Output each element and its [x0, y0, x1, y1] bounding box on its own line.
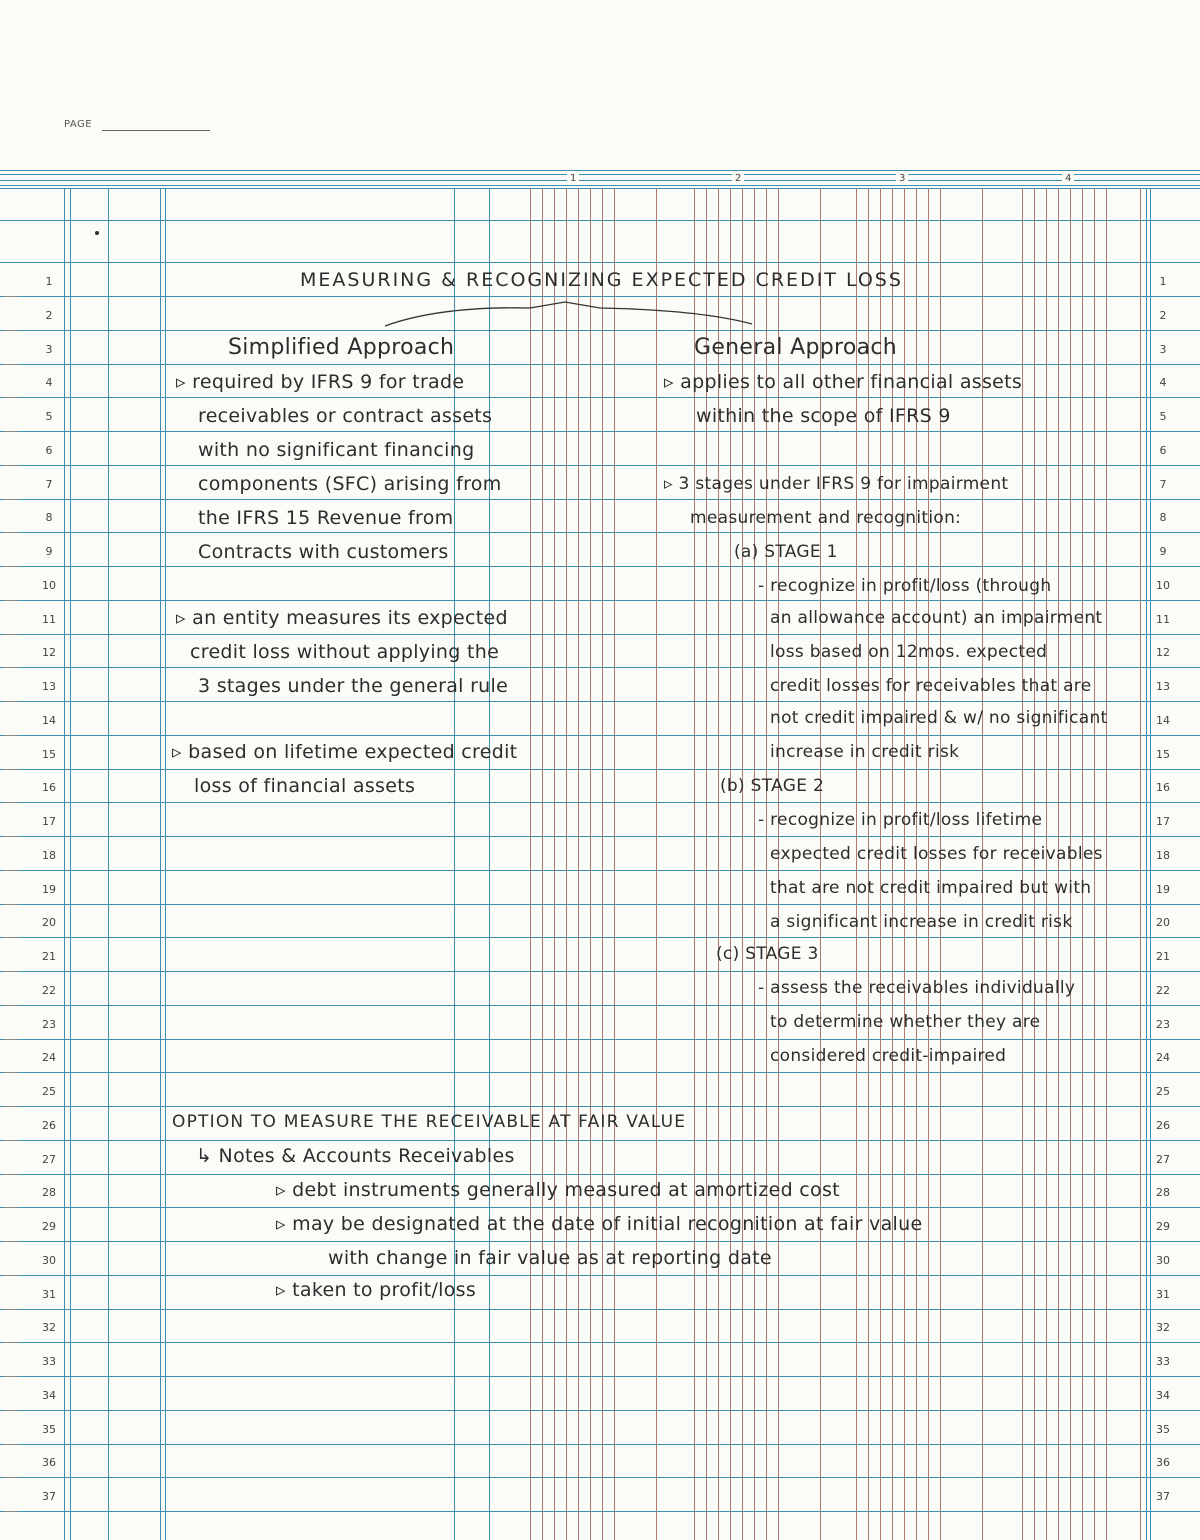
- row-number: 28: [42, 1186, 56, 1199]
- row-number: 35: [42, 1423, 56, 1436]
- ledger-rule: [0, 1241, 1200, 1242]
- row-number: 34: [1156, 1389, 1170, 1402]
- ledger-column-rule: [530, 188, 531, 1540]
- ledger-rule: [0, 937, 1200, 938]
- row-number: 31: [1156, 1288, 1170, 1301]
- simplified-line: Contracts with customers: [198, 541, 449, 563]
- margin-tick: [4, 1005, 18, 1006]
- row-number: 1: [45, 275, 53, 288]
- general-line: ▹ applies to all other financial assets: [664, 371, 1023, 393]
- ledger-rule: [0, 499, 1200, 500]
- margin-tick: [4, 769, 18, 770]
- row-number: 6: [1159, 444, 1167, 457]
- general-line: within the scope of IFRS 9: [696, 405, 951, 427]
- ledger-column-rule: [70, 188, 71, 1540]
- fair-value-line: ↳ Notes & Accounts Receivables: [196, 1145, 515, 1167]
- ledger-rule: [0, 836, 1200, 837]
- simplified-line: the IFRS 15 Revenue from: [198, 507, 454, 529]
- margin-tick: [4, 904, 18, 905]
- margin-tick: [4, 634, 18, 635]
- ledger-column-rule: [554, 188, 555, 1540]
- row-number: 4: [45, 376, 53, 389]
- simplified-line: loss of financial assets: [194, 775, 416, 797]
- ledger-rule: [0, 701, 1200, 702]
- ledger-rule: [0, 1207, 1200, 1208]
- general-line: a significant increase in credit risk: [770, 912, 1073, 932]
- margin-tick: [4, 364, 18, 365]
- ledger-rule: [0, 870, 1200, 871]
- simplified-heading: Simplified Approach: [228, 335, 455, 360]
- row-number: 11: [42, 613, 56, 626]
- general-line: ▹ 3 stages under IFRS 9 for impairment: [664, 474, 1009, 494]
- stage-3-label: (c) STAGE 3: [716, 944, 819, 964]
- ledger-rule: [0, 188, 1200, 189]
- ledger-rule: [0, 1106, 1200, 1107]
- ledger-column-rule: [614, 188, 615, 1540]
- row-number: 21: [1156, 950, 1170, 963]
- margin-tick: [4, 1039, 18, 1040]
- ledger-column-rule: [1140, 188, 1141, 1540]
- row-number: 3: [1159, 343, 1167, 356]
- ledger-rule: [0, 465, 1200, 466]
- row-number: 18: [42, 849, 56, 862]
- row-number: 5: [1159, 410, 1167, 423]
- margin-tick: [4, 802, 18, 803]
- margin-tick: [4, 1342, 18, 1343]
- row-number: 24: [42, 1051, 56, 1064]
- row-number: 36: [1156, 1456, 1170, 1469]
- ledger-rule: [0, 1005, 1200, 1006]
- general-line: that are not credit impaired but with: [770, 878, 1092, 898]
- row-number: 14: [1156, 714, 1170, 727]
- margin-tick: [4, 397, 18, 398]
- ledger-rule: [0, 431, 1200, 432]
- general-line: loss based on 12mos. expected: [770, 642, 1048, 662]
- ledger-rule: [0, 296, 1200, 297]
- row-number: 7: [45, 478, 53, 491]
- ledger-column-rule: [590, 188, 591, 1540]
- margin-tick: [4, 1207, 18, 1208]
- ledger-rule: [0, 802, 1200, 803]
- ledger-rule: [0, 1309, 1200, 1310]
- row-number: 8: [1159, 511, 1167, 524]
- general-line: not credit impaired & w/ no significant: [770, 708, 1108, 728]
- simplified-line: components (SFC) arising from: [198, 473, 502, 495]
- ledger-rule: [0, 1342, 1200, 1343]
- row-number: 3: [45, 343, 53, 356]
- page-title: MEASURING & RECOGNIZING EXPECTED CREDIT LOSS: [300, 269, 903, 291]
- margin-tick: [4, 1410, 18, 1411]
- general-line: - recognize in profit/loss (through: [758, 576, 1052, 596]
- row-number: 22: [42, 984, 56, 997]
- row-number: 5: [45, 410, 53, 423]
- margin-tick: [4, 1275, 18, 1276]
- margin-tick: [4, 937, 18, 938]
- margin-tick: [4, 1444, 18, 1445]
- ledger-rule: [0, 330, 1200, 331]
- margin-tick: [4, 1241, 18, 1242]
- margin-tick: [4, 499, 18, 500]
- row-number: 18: [1156, 849, 1170, 862]
- stage-2-label: (b) STAGE 2: [720, 776, 825, 796]
- row-number: 37: [1156, 1490, 1170, 1503]
- simplified-line: 3 stages under the general rule: [198, 675, 509, 697]
- simplified-line: ▹ an entity measures its expected: [176, 607, 508, 629]
- margin-tick: [4, 1511, 18, 1512]
- margin-tick: [4, 1140, 18, 1141]
- row-number: 16: [42, 781, 56, 794]
- pen-dot: [95, 231, 99, 235]
- ledger-rule: [0, 1140, 1200, 1141]
- row-number: 37: [42, 1490, 56, 1503]
- row-number: 12: [42, 646, 56, 659]
- row-number: 13: [1156, 680, 1170, 693]
- row-number: 24: [1156, 1051, 1170, 1064]
- row-number: 14: [42, 714, 56, 727]
- ledger-column-rule: [566, 188, 567, 1540]
- margin-tick: [4, 735, 18, 736]
- row-number: 23: [42, 1018, 56, 1031]
- row-number: 16: [1156, 781, 1170, 794]
- row-number: 30: [42, 1254, 56, 1267]
- row-number: 29: [1156, 1220, 1170, 1233]
- row-number: 15: [1156, 748, 1170, 761]
- row-number: 32: [42, 1321, 56, 1334]
- general-line: to determine whether they are: [770, 1012, 1041, 1032]
- margin-tick: [4, 431, 18, 432]
- simplified-line: credit loss without applying the: [190, 641, 500, 663]
- ledger-column-rule: [656, 188, 657, 1540]
- row-number: 8: [45, 511, 53, 524]
- simplified-line: ▹ required by IFRS 9 for trade: [176, 371, 465, 393]
- header-rule: [0, 185, 1200, 186]
- margin-tick: [4, 971, 18, 972]
- ledger-column-rule: [489, 188, 490, 1540]
- margin-tick: [4, 667, 18, 668]
- row-number: 10: [1156, 579, 1170, 592]
- row-number: 9: [1159, 545, 1167, 558]
- ledger-rule: [0, 1444, 1200, 1445]
- margin-tick: [4, 1477, 18, 1478]
- ledger-rule: [0, 364, 1200, 365]
- ledger-rule: [0, 397, 1200, 398]
- ledger-rule: [0, 1376, 1200, 1377]
- row-number: 6: [45, 444, 53, 457]
- margin-tick: [4, 465, 18, 466]
- simplified-line: receivables or contract assets: [198, 405, 493, 427]
- stage-1-label: (a) STAGE 1: [734, 542, 838, 562]
- general-line: - recognize in profit/loss lifetime: [758, 810, 1043, 830]
- general-line: credit losses for receivables that are: [770, 676, 1092, 696]
- margin-tick: [4, 600, 18, 601]
- row-number: 30: [1156, 1254, 1170, 1267]
- row-number: 12: [1156, 646, 1170, 659]
- column-number: 2: [732, 173, 744, 184]
- ledger-rule: [0, 532, 1200, 533]
- row-number: 15: [42, 748, 56, 761]
- margin-tick: [4, 566, 18, 567]
- ledger-rule: [0, 600, 1200, 601]
- ledger-rule: [0, 904, 1200, 905]
- ledger-column-rule: [1146, 188, 1147, 1540]
- row-number: 36: [42, 1456, 56, 1469]
- row-number: 10: [42, 579, 56, 592]
- ledger-rule: [0, 1511, 1200, 1512]
- simplified-line: ▹ based on lifetime expected credit: [172, 741, 518, 763]
- ledger-rule: [0, 634, 1200, 635]
- fair-value-line: ▹ may be designated at the date of initial recognition at fair value: [276, 1213, 923, 1235]
- ledger-column-rule: [1106, 188, 1107, 1540]
- row-number: 22: [1156, 984, 1170, 997]
- fair-value-line: ▹ debt instruments generally measured at amortized cost: [276, 1179, 840, 1201]
- margin-tick: [4, 1106, 18, 1107]
- row-number: 2: [45, 309, 53, 322]
- margin-tick: [4, 1072, 18, 1073]
- column-number: 4: [1062, 173, 1074, 184]
- margin-tick: [4, 1174, 18, 1175]
- ledger-rule: [0, 1410, 1200, 1411]
- general-line: an allowance account) an impairment: [770, 608, 1103, 628]
- simplified-line: with no significant financing: [198, 439, 475, 461]
- general-line: measurement and recognition:: [690, 508, 962, 528]
- row-number: 23: [1156, 1018, 1170, 1031]
- margin-tick: [4, 870, 18, 871]
- ledger-column-rule: [108, 188, 109, 1540]
- general-heading: General Approach: [694, 335, 898, 360]
- row-number: 21: [42, 950, 56, 963]
- fair-value-heading: OPTION TO MEASURE THE RECEIVABLE AT FAIR VALUE: [172, 1112, 687, 1132]
- row-number: 31: [42, 1288, 56, 1301]
- brace-drawing: [380, 298, 760, 328]
- fair-value-line: ▹ taken to profit/loss: [276, 1279, 477, 1301]
- header-rule: [0, 170, 1200, 171]
- general-line: increase in credit risk: [770, 742, 960, 762]
- column-number: 3: [896, 173, 908, 184]
- general-line: - assess the receivables individually: [758, 978, 1076, 998]
- row-number: 17: [1156, 815, 1170, 828]
- ledger-rule: [0, 735, 1200, 736]
- row-number: 28: [1156, 1186, 1170, 1199]
- row-number: 25: [1156, 1085, 1170, 1098]
- row-number: 2: [1159, 309, 1167, 322]
- row-number: 33: [1156, 1355, 1170, 1368]
- margin-tick: [4, 330, 18, 331]
- ledger-column-rule: [542, 188, 543, 1540]
- row-number: 26: [1156, 1119, 1170, 1132]
- page-number-blank: [102, 130, 210, 131]
- row-number: 29: [42, 1220, 56, 1233]
- fair-value-line: with change in fair value as at reporting date: [328, 1247, 772, 1269]
- row-number: 17: [42, 815, 56, 828]
- ledger-rule: [0, 667, 1200, 668]
- row-number: 20: [1156, 916, 1170, 929]
- margin-tick: [4, 1309, 18, 1310]
- row-number: 1: [1159, 275, 1167, 288]
- row-number: 27: [42, 1153, 56, 1166]
- ledger-rule: [0, 1477, 1200, 1478]
- row-number: 13: [42, 680, 56, 693]
- margin-tick: [4, 532, 18, 533]
- ledger-rule: [0, 1275, 1200, 1276]
- margin-tick: [4, 701, 18, 702]
- general-line: expected credit losses for receivables: [770, 844, 1103, 864]
- ledger-rule: [0, 220, 1200, 221]
- row-number: 35: [1156, 1423, 1170, 1436]
- row-number: 7: [1159, 478, 1167, 491]
- header-rule: [0, 180, 1200, 181]
- ledger-column-rule: [1150, 188, 1151, 1540]
- ledger-rule: [0, 1039, 1200, 1040]
- ledger-column-rule: [160, 188, 161, 1540]
- row-number: 34: [42, 1389, 56, 1402]
- row-number: 32: [1156, 1321, 1170, 1334]
- ledger-rule: [0, 769, 1200, 770]
- general-line: considered credit-impaired: [770, 1046, 1007, 1066]
- page-label: PAGE: [64, 119, 93, 130]
- margin-tick: [4, 1376, 18, 1377]
- ledger-column-rule: [602, 188, 603, 1540]
- row-number: 11: [1156, 613, 1170, 626]
- row-number: 9: [45, 545, 53, 558]
- margin-tick: [4, 296, 18, 297]
- row-number: 26: [42, 1119, 56, 1132]
- ledger-rule: [0, 566, 1200, 567]
- ledger-column-rule: [165, 188, 166, 1540]
- ledger-column-rule: [578, 188, 579, 1540]
- ledger-rule: [0, 1174, 1200, 1175]
- ledger-rule: [0, 1072, 1200, 1073]
- row-number: 20: [42, 916, 56, 929]
- column-number: 1: [567, 173, 579, 184]
- row-number: 19: [42, 883, 56, 896]
- row-number: 19: [1156, 883, 1170, 896]
- row-number: 25: [42, 1085, 56, 1098]
- ledger-rule: [0, 262, 1200, 263]
- row-number: 4: [1159, 376, 1167, 389]
- header-rule: [0, 174, 1200, 175]
- ledger-column-rule: [64, 188, 65, 1540]
- ledger-rule: [0, 971, 1200, 972]
- margin-tick: [4, 836, 18, 837]
- row-number: 33: [42, 1355, 56, 1368]
- row-number: 27: [1156, 1153, 1170, 1166]
